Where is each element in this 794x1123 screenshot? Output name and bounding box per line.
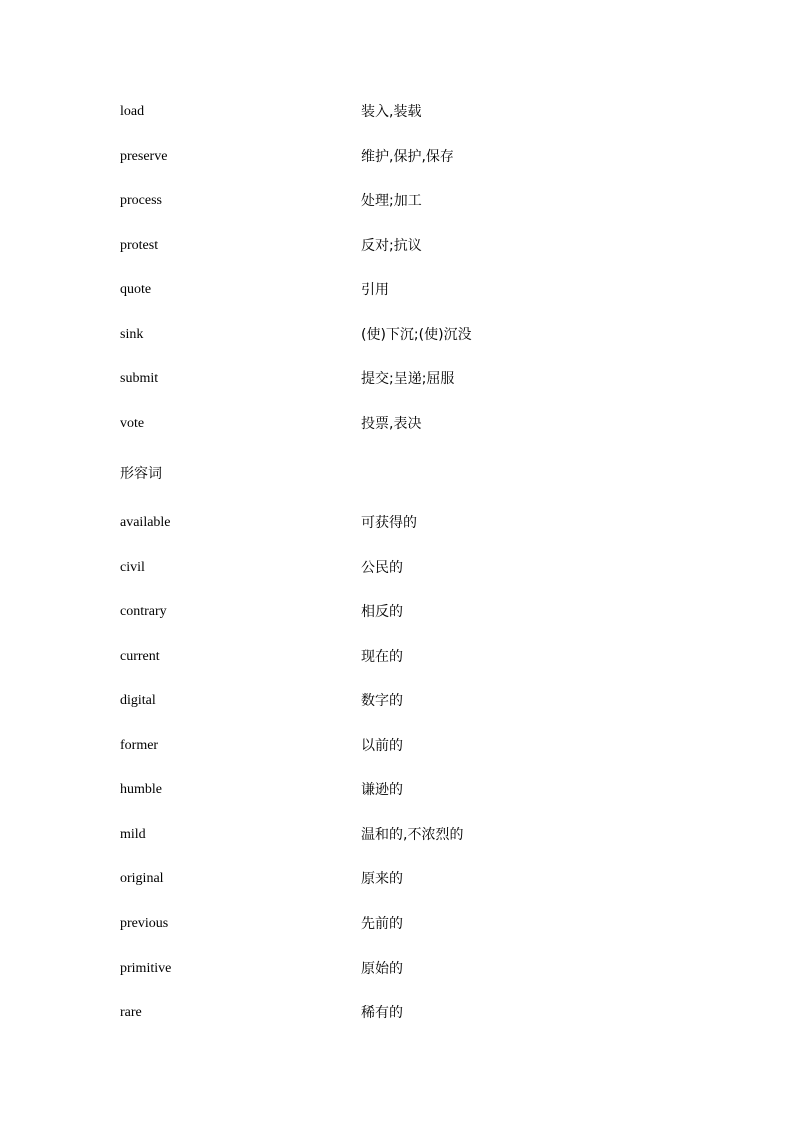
vocab-meaning: 现在的 [361, 649, 403, 665]
vocab-row [0, 912, 794, 936]
vocab-word: protest [120, 238, 159, 253]
vocab-meaning: 相反的 [361, 604, 403, 620]
vocab-word: submit [120, 371, 159, 386]
vocab-row [0, 234, 794, 258]
vocab-row [0, 734, 794, 758]
vocab-word: sink [120, 327, 144, 342]
vocab-row [0, 600, 794, 624]
vocab-word: mild [120, 827, 146, 842]
vocab-meaning: 提交;呈递;屈服 [361, 371, 455, 387]
vocab-meaning: 原始的 [361, 961, 403, 977]
vocab-row [0, 556, 794, 580]
section-heading: 形容词 [120, 466, 162, 482]
vocab-row [0, 100, 794, 124]
vocab-word: load [120, 104, 145, 119]
vocab-meaning: 谦逊的 [361, 782, 403, 798]
vocab-meaning: 投票,表决 [361, 416, 422, 432]
vocab-row [0, 323, 794, 347]
vocab-meaning: 温和的,不浓烈的 [361, 827, 464, 843]
vocab-meaning: 装入,装载 [361, 104, 422, 120]
vocab-word: preserve [120, 149, 168, 164]
vocab-row [0, 145, 794, 169]
vocab-word: process [120, 193, 162, 208]
vocab-row [0, 867, 794, 891]
vocab-meaning: 公民的 [361, 560, 403, 576]
vocab-row [0, 823, 794, 847]
vocab-meaning: 稀有的 [361, 1005, 403, 1021]
vocab-word: previous [120, 916, 169, 931]
vocab-meaning: 处理;加工 [361, 193, 422, 209]
vocab-word: quote [120, 282, 152, 297]
vocab-meaning: 引用 [361, 282, 389, 298]
vocab-meaning: 可获得的 [361, 515, 417, 531]
vocab-row [0, 189, 794, 213]
vocab-row [0, 511, 794, 535]
vocab-word: original [120, 871, 164, 886]
vocab-word: civil [120, 560, 145, 575]
vocab-row [0, 645, 794, 669]
vocab-word: vote [120, 416, 145, 431]
vocab-row [0, 957, 794, 981]
vocab-row [0, 278, 794, 302]
vocab-word: digital [120, 693, 156, 708]
vocab-meaning: 维护,保护,保存 [361, 149, 454, 165]
vocab-meaning: 原来的 [361, 871, 403, 887]
vocab-meaning: 先前的 [361, 916, 403, 932]
vocab-row [0, 778, 794, 802]
vocab-meaning: 以前的 [361, 738, 403, 754]
vocab-word: available [120, 515, 171, 530]
vocab-row [0, 367, 794, 391]
vocab-word: primitive [120, 961, 172, 976]
vocab-word: current [120, 649, 160, 664]
vocab-meaning: 数字的 [361, 693, 403, 709]
vocab-word: humble [120, 782, 162, 797]
vocab-word: former [120, 738, 159, 753]
vocab-row [0, 1001, 794, 1025]
vocab-meaning: 反对;抗议 [361, 238, 422, 254]
vocab-row [0, 689, 794, 713]
vocab-word: contrary [120, 604, 167, 619]
vocab-row [0, 412, 794, 436]
vocab-meaning: (使)下沉;(使)沉没 [361, 327, 472, 343]
vocab-word: rare [120, 1005, 142, 1020]
